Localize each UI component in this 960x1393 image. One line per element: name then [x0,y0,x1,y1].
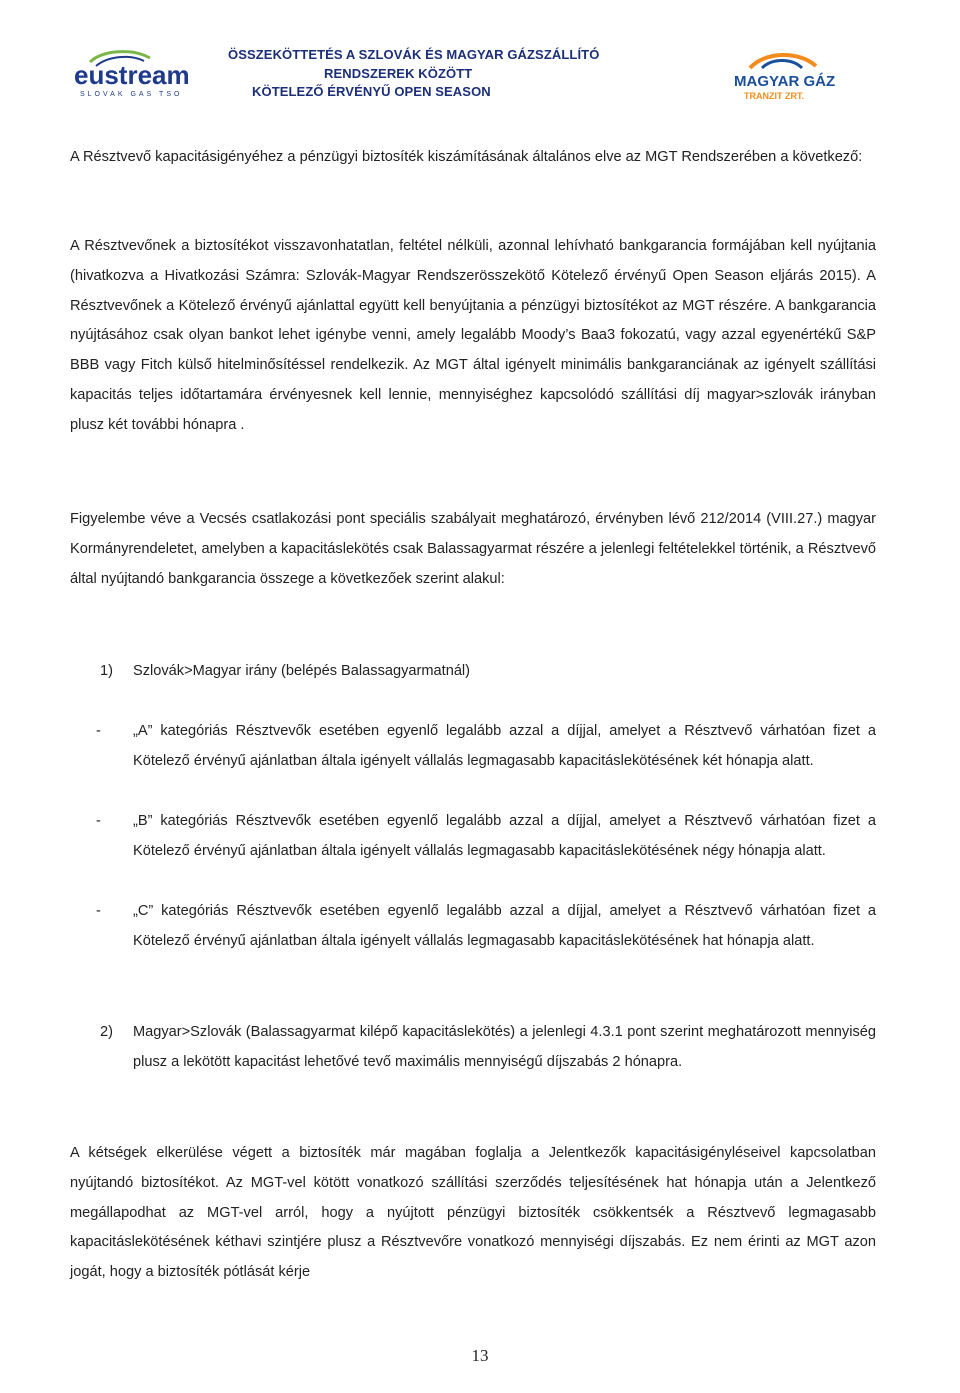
bullet-a-dash: - [96,723,101,739]
eustream-logo [72,48,204,98]
mgt-logo [730,46,845,102]
list-item-2-text: Magyar>Szlovák (Balassagyarmat kilépő kapacitáslekötés) a jelenlegi 4.3.1 pont szerint meghatározott mennyiség plusz a lekötött kapacitást lehetővé tevő maximális mennyiségű díjszabás 2 hónapra. [133,1024,876,1070]
document-title [228,46,648,102]
bullet-b-text: „B” kategóriás Résztvevők esetében egyenlő legalább azzal a díjjal, amelyet a Résztvevő várhatóan fizet a Kötelező érvényű ajánlatban általa igényelt vállalás legmagasabb kapacitáslekötésének négy hónapja alatt. [133,813,876,859]
title-line-3: KÖTELEZŐ ÉRVÉNYŰ OPEN SEASON [252,84,491,99]
paragraph-3: Figyelembe véve a Vecsés csatlakozási pont speciális szabályait meghatározó, érvényben lévő 212/2014 (VIII.27.) magyar Kormányrendeletet, amelyben a kapacitáslekötés csak Balassagyarmat részére a jelenlegi feltételekkel történik, a Résztvevő által nyújtandó bankgarancia összege a következőek szerint alakul: [70,511,876,587]
eustream-wordmark: eustream [74,60,190,90]
bullet-b-dash: - [96,813,101,829]
mgt-tagline: TRANZIT ZRT. [744,91,804,101]
paragraph-4: A kétségek elkerülése végett a biztosíték már magában foglalja a Jelentkezők kapacitásigényléseivel kapcsolatban nyújtandó biztosítékot. Az MGT-vel kötött vonatkozó szállítási szerződés teljesítésének hat hónapja után a Jelentkező megállapodhat az MGT-vel arról, hogy a nyújtott pénzügyi biztosíték csökkentsék a Résztvevő legmagasabb kapacitáslekötésének kéthavi szintjére plusz a Résztvevőre vonatkozó mennyiségi díjszabás. Ez nem érinti az MGT azon jogát, hogy a biztosíték pótlását kérje [70,1145,876,1281]
bullet-c-dash: - [96,903,101,919]
list-item-1-number: 1) [100,663,113,679]
title-line-2: RENDSZEREK KÖZÖTT [324,65,473,81]
list-item-1-text: Szlovák>Magyar irány (belépés Balassagyarmatnál) [133,663,471,679]
mgt-wordmark: MAGYAR GÁZ [734,73,836,90]
paragraph-1: A Résztvevő kapacitásigényéhez a pénzügyi biztosíték kiszámításának általános elve az MGT Rendszerében a következő: [70,149,863,165]
eustream-tagline: SLOVAK GAS TSO [80,91,183,98]
page-header [0,0,960,110]
bullet-c-text: „C” kategóriás Résztvevők esetében egyenlő legalább azzal a díjjal, amelyet a Résztvevő várhatóan fizet a Kötelező érvényű ajánlatban általa igényelt vállalás legmagasabb kapacitáslekötésének hat hónapja alatt. [133,903,876,949]
page-number: 13 [471,1346,489,1365]
title-line-1: ÖSSZEKÖTTETÉS A SZLOVÁK ÉS MAGYAR GÁZSZÁLLÍTÓ [228,47,600,62]
list-item-2-number: 2) [100,1024,113,1040]
bullet-a-text: „A” kategóriás Résztvevők esetében egyenlő legalább azzal a díjjal, amelyet a Résztvevő várhatóan fizet a Kötelező érvényű ajánlatban általa igényelt vállalás legmagasabb kapacitáslekötésének két hónapja alatt. [133,723,876,769]
paragraph-2: A Résztvevőnek a biztosítékot visszavonhatatlan, feltétel nélküli, azonnal lehívható bankgarancia formájában kell nyújtania (hivatkozva a Hivatkozási Számra: Szlovák-Magyar Rendszerösszekötő Kötelező érvényű Open Season eljárás 2015). A Résztvevőnek a Kötelező érvényű ajánlattal együtt kell benyújtania a pénzügyi biztosítékot az MGT részére. A bankgarancia nyújtásához csak olyan bankot lehet igénybe venni, amely legalább Moody’s Baa3 fokozatú, vagy azzal egyenértékű S&P BBB vagy Fitch külső hitelminősítéssel rendelkezik. Az MGT által igényelt minimális bankgaranciának az igényelt szállítási kapacitás teljes időtartamára érvényesnek kell lennie, mennyiséghez kapcsolódó szállítási díj magyar>szlovák irányban plusz két további hónapra . [70,238,876,433]
